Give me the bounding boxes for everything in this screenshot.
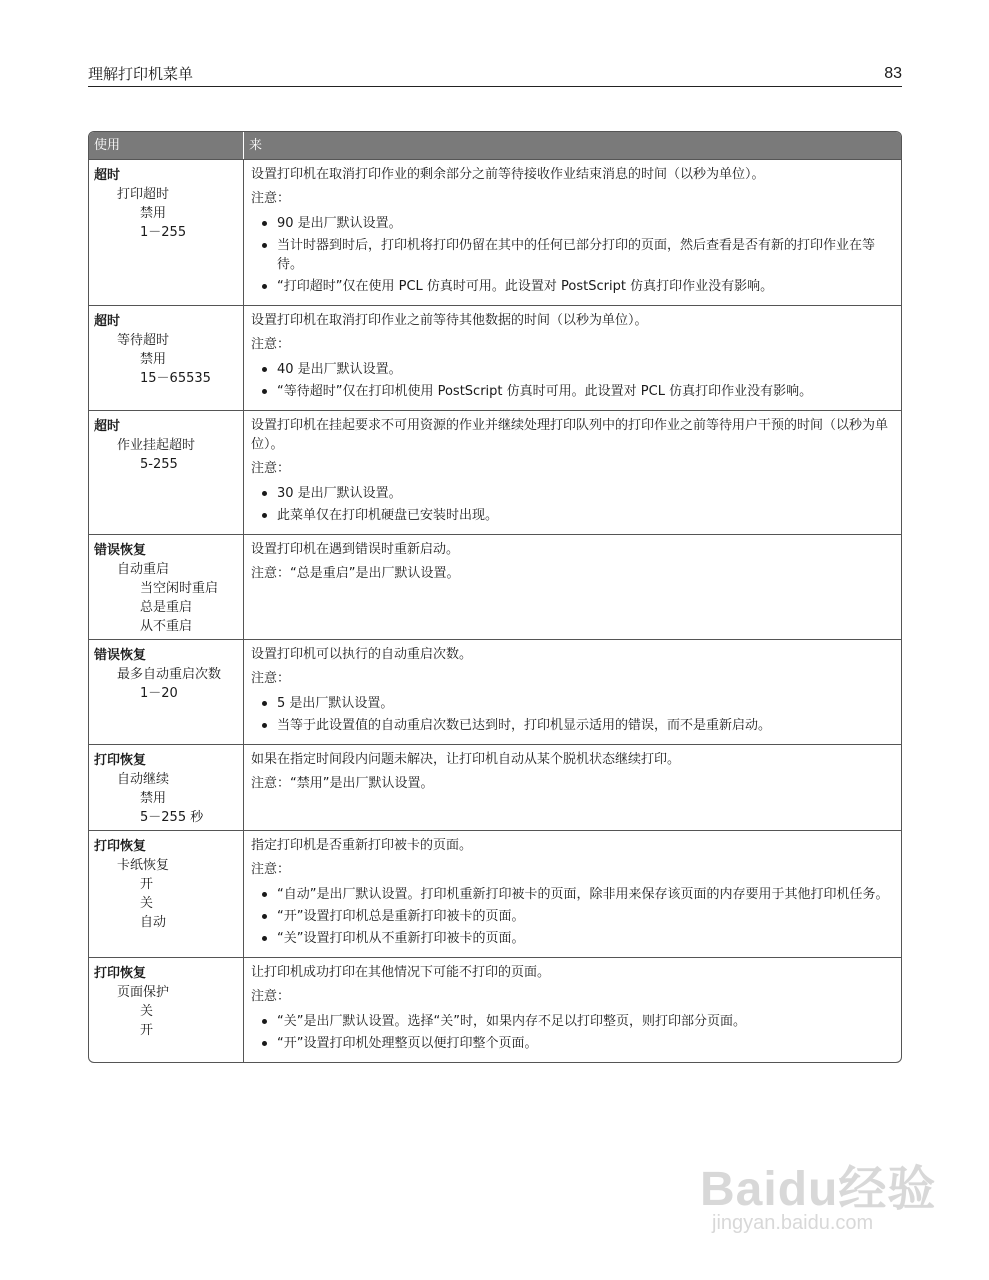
setting-description: 设置打印机可以执行的自动重启次数。 xyxy=(251,647,473,662)
watermark-url: jingyan.baidu.com xyxy=(712,1212,874,1234)
notes-list xyxy=(251,885,896,948)
note-item: 5 是出厂默认设置。 xyxy=(251,694,896,713)
submenu-name: 自动继续 xyxy=(117,772,170,787)
description-cell xyxy=(244,410,901,534)
menu-name: 错误恢复 xyxy=(94,648,147,663)
submenu-name: 打印超时 xyxy=(117,187,170,202)
submenu-name: 等待超时 xyxy=(117,333,170,348)
note-item: 40 是出厂默认设置。 xyxy=(251,360,896,379)
menu-path-cell xyxy=(89,744,244,830)
option-value: 禁用 xyxy=(140,206,167,221)
page-header xyxy=(88,64,902,87)
note-label: 注意： xyxy=(251,989,291,1004)
menu-name: 错误恢复 xyxy=(94,543,147,558)
note-item: “自动”是出厂默认设置。打印机重新打印被卡的页面，除非用来保存该页面的内存要用于其他打印机任务。 xyxy=(251,885,896,904)
menu-name: 超时 xyxy=(94,419,121,434)
note-label: 注意：“禁用”是出厂默认设置。 xyxy=(251,776,434,791)
description-cell xyxy=(244,534,901,639)
description-cell xyxy=(244,830,901,957)
option-value: 开 xyxy=(140,1023,154,1038)
submenu-name: 自动重启 xyxy=(117,562,170,577)
table-row xyxy=(89,744,901,830)
menu-path-cell xyxy=(89,639,244,744)
menu-path-cell xyxy=(89,830,244,957)
note-item: 当等于此设置值的自动重启次数已达到时，打印机显示适用的错误，而不是重新启动。 xyxy=(251,716,896,735)
menu-name: 打印恢复 xyxy=(94,839,147,854)
setting-description: 指定打印机是否重新打印被卡的页面。 xyxy=(251,838,473,853)
baidu-watermark xyxy=(700,1150,940,1250)
notes-list xyxy=(251,484,896,525)
note-item: “关”设置打印机从不重新打印被卡的页面。 xyxy=(251,929,896,948)
watermark-brand: Baidu经验 xyxy=(700,1163,937,1216)
menu-settings-table xyxy=(88,131,902,1063)
table-row xyxy=(89,639,901,744)
table-row xyxy=(89,957,901,1062)
table-body xyxy=(89,159,901,1062)
setting-description: 设置打印机在取消打印作业的剩余部分之前等待接收作业结束消息的时间（以秒为单位）。 xyxy=(251,167,765,182)
note-item: 当计时器到时后，打印机将打印仍留在其中的任何已部分打印的页面，然后查看是否有新的打印作业在等待。 xyxy=(251,236,896,274)
description-cell xyxy=(244,159,901,305)
setting-description: 设置打印机在挂起要求不可用资源的作业并继续处理打印队列中的打印作业之前等待用户干预的时间（以秒为单位）。 xyxy=(251,418,889,452)
setting-description: 设置打印机在取消打印作业之前等待其他数据的时间（以秒为单位）。 xyxy=(251,313,648,328)
note-label: 注意： xyxy=(251,671,291,686)
option-value: 总是重启 xyxy=(140,600,193,615)
menu-path-cell xyxy=(89,305,244,410)
option-value: 自动 xyxy=(140,915,167,930)
note-item: 90 是出厂默认设置。 xyxy=(251,214,896,233)
note-item: 此菜单仅在打印机硬盘已安装时出现。 xyxy=(251,506,896,525)
note-item: “打印超时”仅在使用 PCL 仿真时可用。此设置对 PostScript 仿真打印作业没有影响。 xyxy=(251,277,896,296)
setting-description: 如果在指定时间段内问题未解决，让打印机自动从某个脱机状态继续打印。 xyxy=(251,752,681,767)
submenu-name: 卡纸恢复 xyxy=(117,858,170,873)
notes-list xyxy=(251,694,896,735)
notes-list xyxy=(251,1012,896,1053)
option-value: 1－255 xyxy=(140,225,187,240)
table-row xyxy=(89,410,901,534)
notes-list xyxy=(251,360,896,401)
note-item: “关”是出厂默认设置。选择“关”时，如果内存不足以打印整页，则打印部分页面。 xyxy=(251,1012,896,1031)
note-label: 注意： xyxy=(251,191,291,206)
note-item: “开”设置打印机处理整页以便打印整个页面。 xyxy=(251,1034,896,1053)
table-row xyxy=(89,534,901,639)
note-item: 30 是出厂默认设置。 xyxy=(251,484,896,503)
column-header-purpose: 来 xyxy=(244,132,901,159)
menu-path-cell xyxy=(89,159,244,305)
description-cell xyxy=(244,639,901,744)
submenu-name: 作业挂起超时 xyxy=(117,438,196,453)
menu-path-cell xyxy=(89,410,244,534)
description-cell xyxy=(244,305,901,410)
submenu-name: 页面保护 xyxy=(117,985,170,1000)
note-label: 注意： xyxy=(251,862,291,877)
option-value: 15－65535 xyxy=(140,371,211,386)
note-label: 注意： xyxy=(251,337,291,352)
menu-name: 超时 xyxy=(94,314,121,329)
submenu-name: 最多自动重启次数 xyxy=(117,667,222,682)
note-item: “等待超时”仅在打印机使用 PostScript 仿真时可用。此设置对 PCL 仿真打印作业没有影响。 xyxy=(251,382,896,401)
setting-description: 设置打印机在遇到错误时重新启动。 xyxy=(251,542,460,557)
header-title: 理解打印机菜单 xyxy=(88,65,194,83)
option-value: 当空闲时重启 xyxy=(140,581,219,596)
menu-name: 超时 xyxy=(94,168,121,183)
table-row xyxy=(89,830,901,957)
option-value: 开 xyxy=(140,877,154,892)
table-row xyxy=(89,159,901,305)
option-value: 1－20 xyxy=(140,686,178,701)
option-value: 关 xyxy=(140,896,154,911)
note-label: 注意： xyxy=(251,461,291,476)
note-label: 注意：“总是重启”是出厂默认设置。 xyxy=(251,566,460,581)
setting-description: 让打印机成功打印在其他情况下可能不打印的页面。 xyxy=(251,965,551,980)
note-item: “开”设置打印机总是重新打印被卡的页面。 xyxy=(251,907,896,926)
option-value: 禁用 xyxy=(140,352,167,367)
notes-list xyxy=(251,214,896,296)
menu-path-cell xyxy=(89,957,244,1062)
menu-name: 打印恢复 xyxy=(94,966,147,981)
description-cell xyxy=(244,744,901,830)
menu-name: 打印恢复 xyxy=(94,753,147,768)
table-header-row xyxy=(89,132,901,159)
page-number: 83 xyxy=(884,65,902,82)
option-value: 5-255 xyxy=(140,457,178,472)
option-value: 5－255 秒 xyxy=(140,810,204,825)
menu-path-cell xyxy=(89,534,244,639)
option-value: 关 xyxy=(140,1004,154,1019)
option-value: 禁用 xyxy=(140,791,167,806)
table-row xyxy=(89,305,901,410)
description-cell xyxy=(244,957,901,1062)
column-header-use: 使用 xyxy=(89,132,244,159)
option-value: 从不重启 xyxy=(140,619,193,634)
